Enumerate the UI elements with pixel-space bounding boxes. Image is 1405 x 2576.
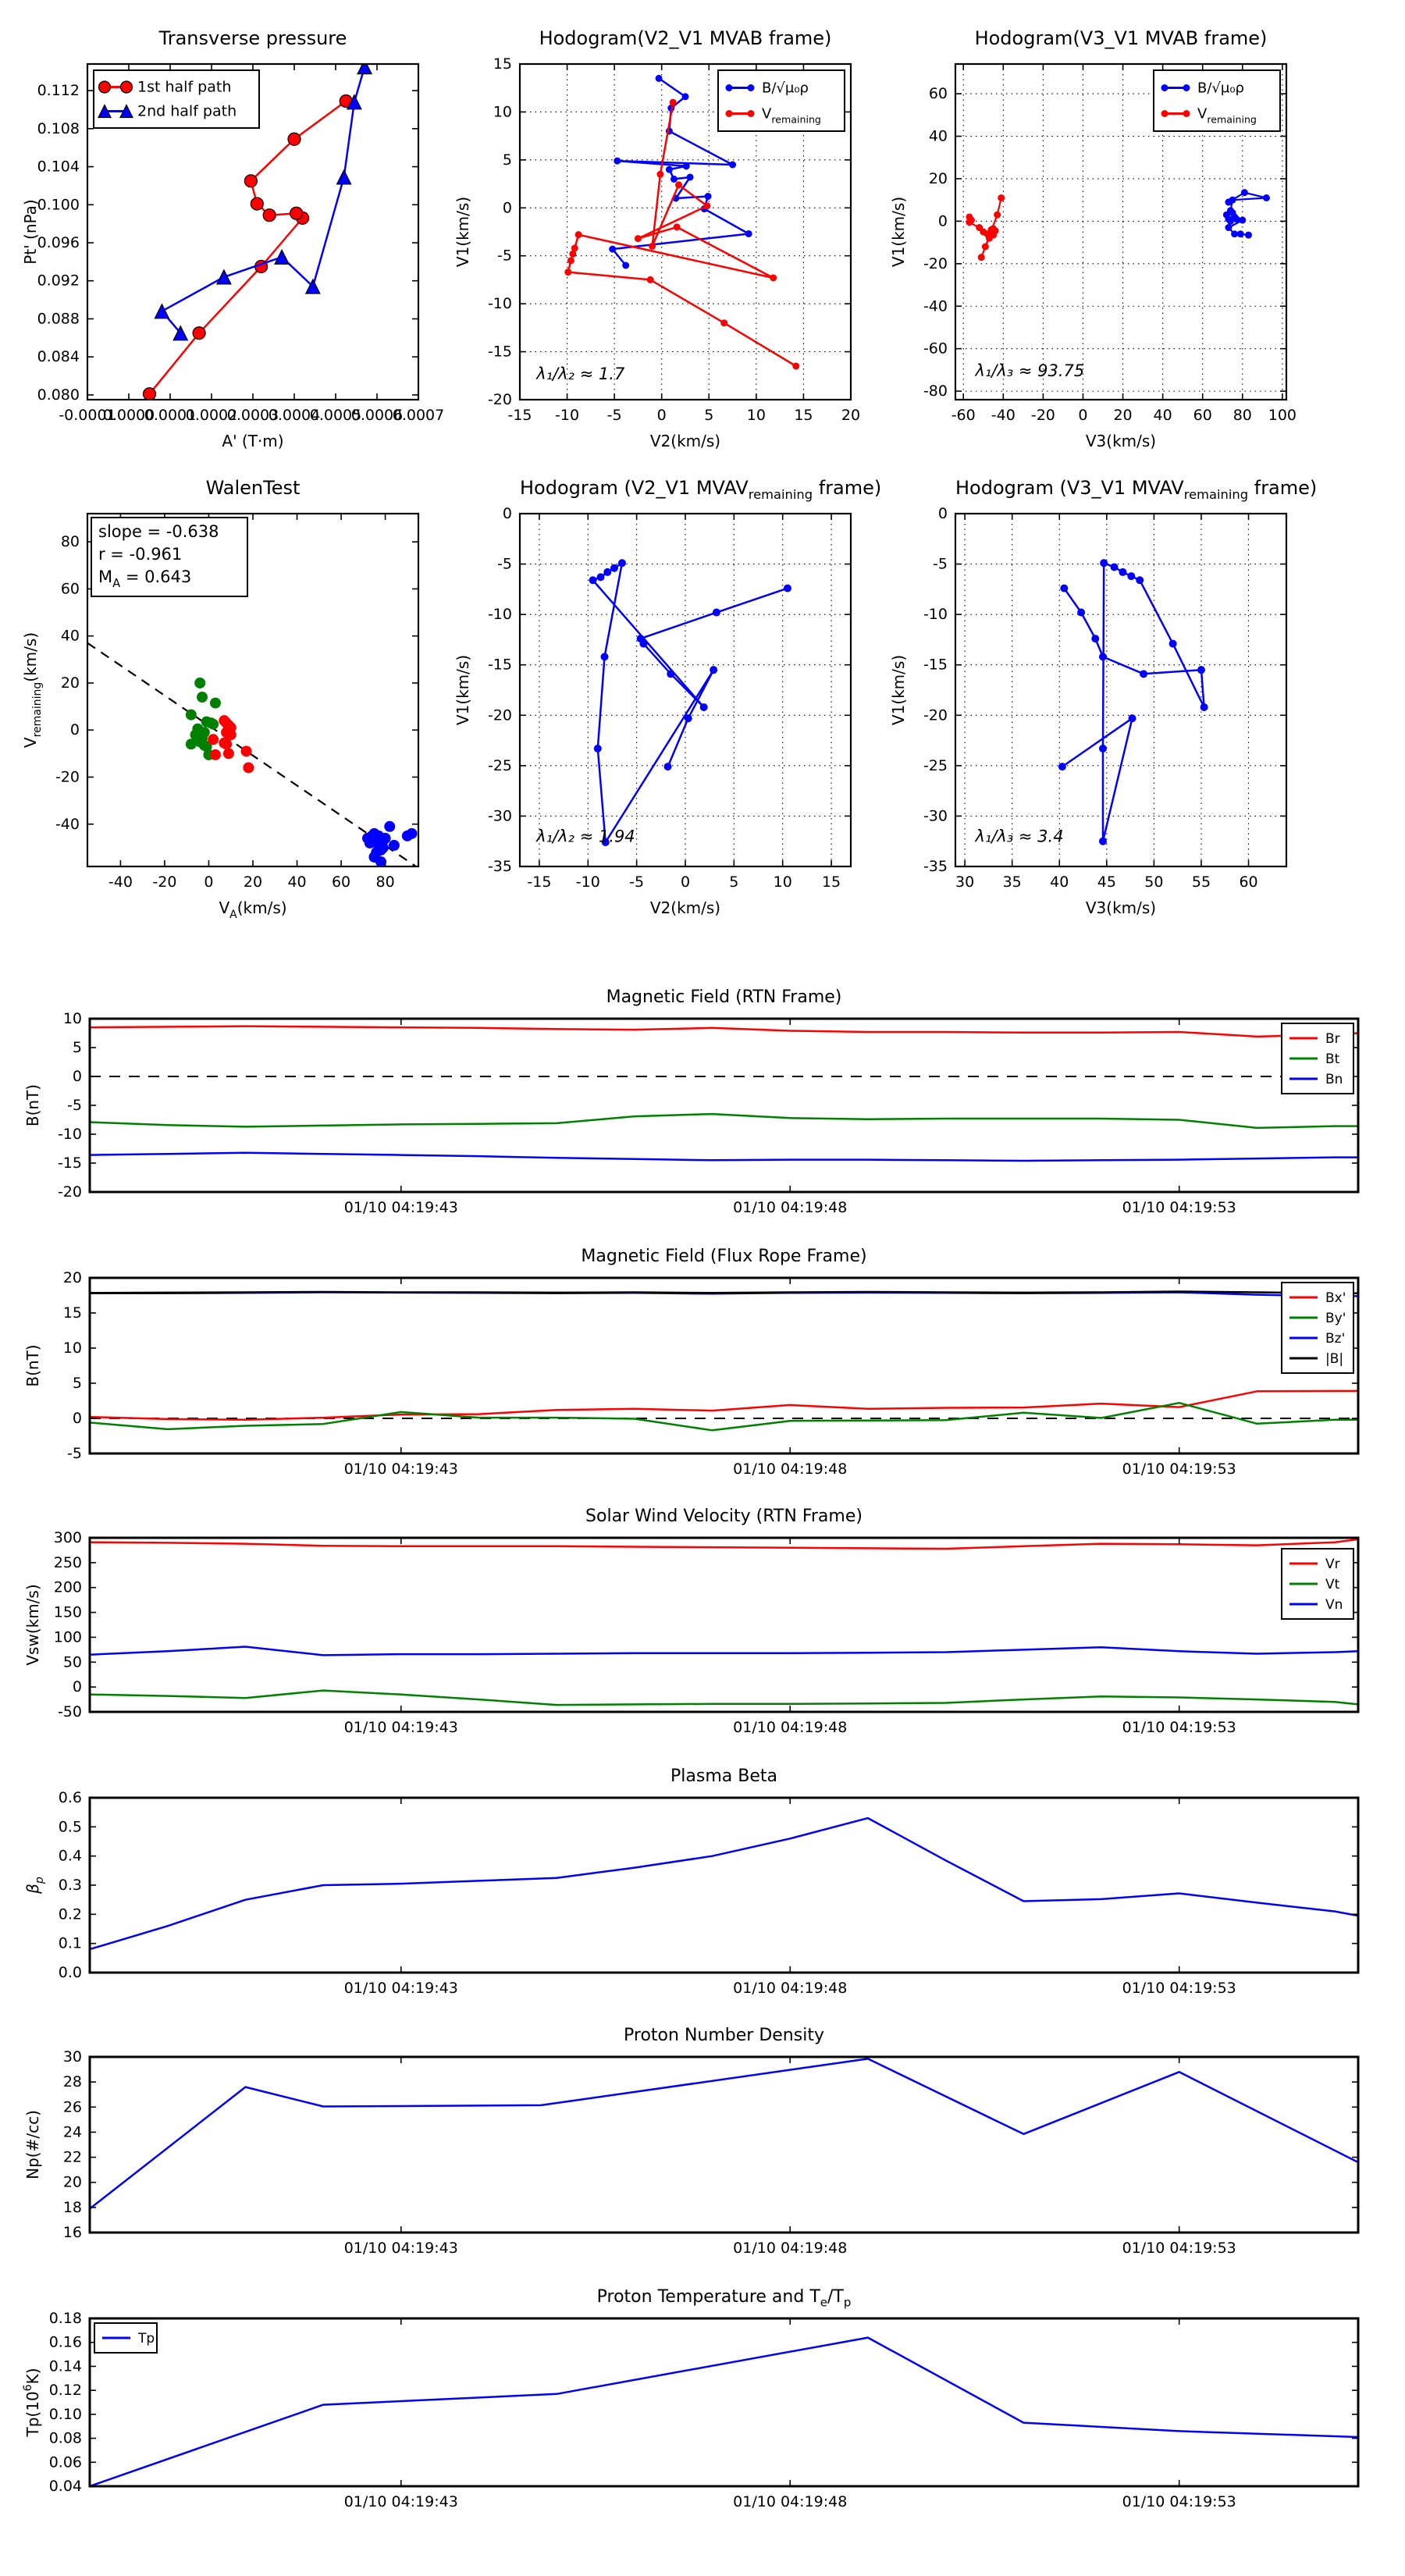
- svg-text:01/10 04:19:53: 01/10 04:19:53: [1122, 1461, 1236, 1478]
- svg-text:V1(km/s): V1(km/s): [889, 196, 908, 268]
- svg-text:30: 30: [62, 2048, 82, 2065]
- svg-text:0.0: 0.0: [58, 1964, 82, 1981]
- svg-text:-30: -30: [487, 807, 512, 825]
- svg-text:80: 80: [60, 533, 80, 551]
- svg-text:15: 15: [794, 407, 813, 424]
- plot-title-proton-density: Proton Number Density: [624, 2026, 824, 2045]
- svg-text:-40: -40: [55, 815, 80, 833]
- svg-text:-35: -35: [487, 858, 512, 875]
- svg-text:-15: -15: [507, 407, 532, 424]
- svg-text:0: 0: [656, 407, 667, 424]
- svg-text:-5: -5: [497, 247, 512, 265]
- plot-canvas-mag-fluxrope: [12, 1223, 1405, 1516]
- svg-text:-10: -10: [57, 1126, 82, 1143]
- svg-text:V1(km/s): V1(km/s): [454, 654, 472, 726]
- svg-text:-10: -10: [487, 295, 512, 313]
- svg-text:01/10 04:19:48: 01/10 04:19:48: [733, 2240, 848, 2257]
- svg-text:0.14: 0.14: [48, 2357, 82, 2375]
- svg-text:30: 30: [955, 873, 975, 891]
- svg-text:15: 15: [493, 55, 512, 73]
- svg-text:01/10 04:19:48: 01/10 04:19:48: [733, 1980, 848, 1997]
- svg-text:40: 40: [287, 873, 307, 891]
- plot-canvas-walen-test: [9, 459, 465, 929]
- svg-text:V3(km/s): V3(km/s): [1085, 898, 1157, 917]
- plot-canvas-vsw-rtn: [12, 1483, 1405, 1774]
- svg-text:20: 20: [62, 1269, 82, 1286]
- svg-text:0: 0: [1078, 407, 1088, 424]
- svg-text:|B|: |B|: [1325, 1351, 1344, 1367]
- svg-text:0.0006: 0.0006: [350, 407, 404, 424]
- svg-text:-40: -40: [923, 297, 948, 315]
- svg-text:-15: -15: [487, 656, 512, 674]
- svg-text:0.2: 0.2: [58, 1905, 82, 1923]
- svg-text:01/10 04:19:43: 01/10 04:19:43: [343, 2493, 458, 2510]
- svg-text:0: 0: [69, 721, 80, 739]
- svg-text:40: 40: [60, 627, 80, 645]
- svg-text:Bn: Bn: [1325, 1072, 1343, 1087]
- svg-text:Vn: Vn: [1325, 1597, 1343, 1613]
- plot-canvas-proton-temp: [12, 2264, 1405, 2549]
- svg-text:-15: -15: [923, 656, 948, 674]
- svg-text:18: 18: [62, 2198, 82, 2216]
- svg-text:0.0007: 0.0007: [392, 407, 445, 424]
- plot-title-hodogram-v3v1-mvab: Hodogram(V3_V1 MVAB frame): [974, 27, 1268, 49]
- svg-text:-5: -5: [933, 555, 948, 573]
- svg-text:λ₁/λ₂ ≈ 1.94: λ₁/λ₂ ≈ 1.94: [536, 827, 635, 846]
- svg-text:0: 0: [937, 212, 948, 230]
- svg-text:10: 10: [62, 1340, 82, 1357]
- plot-canvas-hodogram-v2v1-mvab: [442, 9, 898, 462]
- svg-text:0.092: 0.092: [37, 272, 80, 290]
- svg-text:0.112: 0.112: [37, 82, 80, 100]
- svg-text:MA = 0.643: $M_A = 0.643$: [98, 568, 192, 590]
- svg-text:B/√μ₀ρ: B/√μ₀ρ: [762, 80, 809, 97]
- plot-title-vsw-rtn: Solar Wind Velocity (RTN Frame): [585, 1507, 863, 1526]
- svg-text:0.5: 0.5: [58, 1818, 82, 1836]
- svg-text:01/10 04:19:53: 01/10 04:19:53: [1122, 1199, 1236, 1216]
- svg-text:01/10 04:19:48: 01/10 04:19:48: [733, 2493, 848, 2510]
- svg-text:-5: -5: [497, 555, 512, 573]
- svg-text:Bt: Bt: [1325, 1051, 1340, 1067]
- svg-text:0.080: 0.080: [37, 386, 80, 404]
- svg-text:01/10 04:19:48: 01/10 04:19:48: [733, 1461, 848, 1478]
- svg-text:01/10 04:19:48: 01/10 04:19:48: [733, 1719, 848, 1736]
- svg-text:0.0001: 0.0001: [144, 407, 197, 424]
- svg-text:-5: -5: [67, 1097, 82, 1114]
- svg-text:λ₁/λ₃ ≈ 3.4: λ₁/λ₃ ≈ 3.4: [975, 827, 1064, 846]
- svg-text:Br: Br: [1325, 1031, 1340, 1047]
- plot-canvas-proton-density: [12, 2002, 1405, 2295]
- svg-text:60: 60: [60, 580, 80, 598]
- svg-text:60: 60: [1239, 873, 1258, 891]
- svg-text:-10: -10: [487, 606, 512, 624]
- svg-text:Vremaining(km/s): $V_{remaining}(km/s)$: [21, 632, 44, 749]
- svg-text:-20: -20: [152, 873, 177, 891]
- svg-text:01/10 04:19:53: 01/10 04:19:53: [1122, 2493, 1236, 2510]
- plot-canvas-hodogram-v3v1-mvab: [877, 9, 1333, 462]
- svg-text:60: 60: [928, 85, 948, 103]
- svg-text:By': By': [1325, 1311, 1346, 1326]
- svg-text:15: 15: [821, 873, 841, 891]
- svg-text:-25: -25: [487, 756, 512, 774]
- svg-text:16: 16: [62, 2224, 82, 2241]
- svg-text:20: 20: [841, 407, 861, 424]
- svg-text:r = -0.961: r = -0.961: [98, 545, 183, 564]
- svg-text:-10: -10: [923, 606, 948, 624]
- svg-text:-5: -5: [629, 873, 645, 891]
- plot-canvas-plasma-beta: [12, 1743, 1405, 2035]
- svg-text:55: 55: [1191, 873, 1211, 891]
- svg-text:10: 10: [746, 407, 766, 424]
- svg-text:-15: -15: [527, 873, 552, 891]
- svg-text:0.6: 0.6: [58, 1789, 82, 1806]
- svg-text:01/10 04:19:43: 01/10 04:19:43: [343, 1980, 458, 1997]
- svg-text:Bx': Bx': [1325, 1290, 1346, 1306]
- svg-text:5: 5: [704, 407, 714, 424]
- svg-text:0.100: 0.100: [37, 196, 80, 214]
- svg-text:0.12: 0.12: [48, 2382, 82, 2400]
- svg-text:0: 0: [502, 199, 512, 217]
- svg-text:40: 40: [928, 127, 948, 145]
- svg-text:0.088: 0.088: [37, 310, 80, 328]
- svg-text:80: 80: [375, 873, 395, 891]
- svg-text:Pt' (nPa): Pt' (nPa): [21, 199, 40, 265]
- svg-text:0: 0: [680, 873, 691, 891]
- svg-text:0.04: 0.04: [48, 2478, 82, 2495]
- svg-text:20: 20: [1113, 407, 1133, 424]
- svg-text:250: 250: [53, 1553, 82, 1571]
- svg-text:5: 5: [72, 1039, 82, 1056]
- svg-text:01/10 04:19:43: 01/10 04:19:43: [343, 2240, 458, 2257]
- svg-text:20: 20: [928, 169, 948, 187]
- plot-title-hodogram-v2v1-mvab: Hodogram(V2_V1 MVAB frame): [539, 27, 832, 49]
- plot-canvas-transverse-pressure: [9, 9, 465, 462]
- svg-text:-80: -80: [923, 382, 948, 400]
- svg-text:Tp: Tp: [138, 2331, 155, 2347]
- svg-text:-15: -15: [487, 343, 512, 361]
- svg-text:0.4: 0.4: [58, 1847, 82, 1865]
- svg-text:0.084: 0.084: [37, 348, 80, 366]
- svg-text:10: 10: [773, 873, 792, 891]
- svg-text:V3(km/s): V3(km/s): [1085, 432, 1157, 450]
- svg-text:V1(km/s): V1(km/s): [889, 654, 908, 726]
- svg-text:-5: -5: [606, 407, 622, 424]
- svg-text:V1(km/s): V1(km/s): [454, 196, 472, 268]
- svg-text:1st half path: 1st half path: [137, 78, 232, 96]
- svg-text:0: 0: [204, 873, 214, 891]
- svg-text:-20: -20: [55, 768, 80, 786]
- plot-title-hodogram-v2v1-mvav: Hodogram (V2_V1 $MVAV_{remaining}$ frame): [520, 477, 882, 502]
- svg-text:45: 45: [1097, 873, 1116, 891]
- plot-title-walen-test: WalenTest: [205, 477, 301, 499]
- svg-text:2nd half path: 2nd half path: [137, 102, 237, 120]
- svg-text:100: 100: [53, 1628, 82, 1646]
- svg-text:-20: -20: [57, 1183, 82, 1201]
- plot-canvas-hodogram-v3v1-mvav: [877, 459, 1333, 929]
- svg-text:0: 0: [72, 1068, 82, 1085]
- svg-text:40: 40: [1050, 873, 1069, 891]
- svg-text:-60: -60: [951, 407, 976, 424]
- svg-text:A' (T·m): A' (T·m): [222, 432, 284, 450]
- svg-text:0: 0: [502, 505, 512, 522]
- svg-text:Tp(106K): $Tp(10^6K)$: [22, 2368, 42, 2437]
- svg-text:0: 0: [72, 1678, 82, 1696]
- svg-text:35: 35: [1002, 873, 1022, 891]
- svg-text:0.18: 0.18: [48, 2310, 82, 2327]
- svg-text:Vremaining: $V_{remaining}$: [762, 105, 821, 126]
- plot-title-proton-temp: Proton Temperature and $T_e/T_p$: [596, 2287, 852, 2310]
- svg-text:40: 40: [1153, 407, 1172, 424]
- svg-text:01/10 04:19:43: 01/10 04:19:43: [343, 1719, 458, 1736]
- svg-text:V2(km/s): V2(km/s): [649, 432, 721, 450]
- svg-text:60: 60: [331, 873, 351, 891]
- svg-text:-20: -20: [1030, 407, 1055, 424]
- svg-text:60: 60: [1193, 407, 1212, 424]
- svg-text:0.0005: 0.0005: [309, 407, 362, 424]
- svg-text:0.16: 0.16: [48, 2333, 82, 2351]
- svg-text:-15: -15: [57, 1155, 82, 1172]
- svg-text:20: 20: [243, 873, 263, 891]
- svg-text:-5: -5: [67, 1445, 82, 1462]
- svg-text:-30: -30: [923, 807, 948, 825]
- svg-text:Vremaining: $V_{remaining}$: [1197, 105, 1257, 126]
- svg-text:B(nT): B(nT): [23, 1344, 42, 1387]
- svg-text:VA(km/s): $V_A(km/s)$: [219, 898, 287, 921]
- svg-text:-20: -20: [487, 391, 512, 408]
- svg-text:0.0002: 0.0002: [185, 407, 238, 424]
- svg-text:0.108: 0.108: [37, 119, 80, 137]
- svg-text:0.06: 0.06: [48, 2453, 82, 2471]
- svg-text:0.0004: 0.0004: [268, 407, 321, 424]
- svg-text:-50: -50: [57, 1703, 82, 1720]
- svg-text:0.0000: 0.0000: [102, 407, 155, 424]
- svg-text:01/10 04:19:48: 01/10 04:19:48: [733, 1199, 848, 1216]
- svg-text:Vt: Vt: [1325, 1577, 1340, 1592]
- svg-text:50: 50: [62, 1653, 82, 1671]
- svg-text:βp: $\beta_p$: [23, 1877, 46, 1894]
- svg-text:01/10 04:19:43: 01/10 04:19:43: [343, 1461, 458, 1478]
- plot-title-transverse-pressure: Transverse pressure: [158, 27, 347, 49]
- svg-text:0.08: 0.08: [48, 2429, 82, 2447]
- svg-text:01/10 04:19:53: 01/10 04:19:53: [1122, 1980, 1236, 1997]
- svg-text:-40: -40: [108, 873, 133, 891]
- svg-text:01/10 04:19:43: 01/10 04:19:43: [343, 1199, 458, 1216]
- svg-text:-25: -25: [923, 756, 948, 774]
- svg-text:28: 28: [62, 2073, 82, 2091]
- svg-text:-10: -10: [575, 873, 600, 891]
- svg-text:B(nT): B(nT): [23, 1083, 42, 1127]
- svg-text:100: 100: [1268, 407, 1297, 424]
- svg-text:-0.0001: -0.0001: [59, 407, 116, 424]
- svg-text:5: 5: [72, 1375, 82, 1392]
- svg-text:λ₁/λ₃ ≈ 93.75: λ₁/λ₃ ≈ 93.75: [975, 361, 1085, 380]
- plot-title-hodogram-v3v1-mvav: Hodogram (V3_V1 $MVAV_{remaining}$ frame): [955, 477, 1318, 502]
- svg-text:0: 0: [72, 1410, 82, 1427]
- svg-text:50: 50: [1144, 873, 1164, 891]
- svg-text:-10: -10: [555, 407, 580, 424]
- svg-text:20: 20: [60, 674, 80, 692]
- svg-text:150: 150: [53, 1603, 82, 1621]
- svg-text:300: 300: [53, 1529, 82, 1546]
- svg-text:26: 26: [62, 2098, 82, 2116]
- svg-text:0.3: 0.3: [58, 1877, 82, 1894]
- plot-canvas-mag-rtn: [12, 964, 1405, 1254]
- svg-text:0: 0: [937, 505, 948, 522]
- svg-text:-35: -35: [923, 858, 948, 875]
- svg-text:Bz': Bz': [1325, 1331, 1346, 1347]
- svg-text:0.10: 0.10: [48, 2405, 82, 2423]
- plot-canvas-hodogram-v2v1-mvav: [442, 459, 898, 929]
- svg-text:01/10 04:19:53: 01/10 04:19:53: [1122, 1719, 1236, 1736]
- svg-text:-20: -20: [923, 706, 948, 724]
- svg-text:24: 24: [62, 2123, 82, 2141]
- svg-text:λ₁/λ₂ ≈ 1.7: λ₁/λ₂ ≈ 1.7: [536, 365, 625, 384]
- svg-text:-20: -20: [923, 254, 948, 272]
- svg-text:V2(km/s): V2(km/s): [649, 898, 721, 917]
- svg-text:80: 80: [1232, 407, 1252, 424]
- svg-text:-40: -40: [991, 407, 1016, 424]
- svg-text:slope = -0.638: slope = -0.638: [98, 522, 219, 541]
- svg-text:Np(#/cc): Np(#/cc): [23, 2110, 42, 2179]
- svg-text:-20: -20: [487, 706, 512, 724]
- svg-text:-60: -60: [923, 340, 948, 358]
- svg-text:20: 20: [62, 2173, 82, 2191]
- svg-text:Vr: Vr: [1325, 1557, 1340, 1572]
- plot-title-plasma-beta: Plasma Beta: [670, 1767, 777, 1786]
- plot-title-mag-fluxrope: Magnetic Field (Flux Rope Frame): [581, 1247, 867, 1266]
- svg-text:0.1: 0.1: [58, 1934, 82, 1952]
- svg-text:10: 10: [493, 103, 512, 121]
- svg-text:Vsw(km/s): Vsw(km/s): [23, 1584, 42, 1666]
- svg-text:200: 200: [53, 1578, 82, 1596]
- svg-text:0.096: 0.096: [37, 234, 80, 252]
- svg-text:10: 10: [62, 1010, 82, 1027]
- svg-text:22: 22: [62, 2148, 82, 2166]
- svg-text:0.0003: 0.0003: [226, 407, 279, 424]
- svg-text:5: 5: [502, 151, 512, 169]
- plot-title-mag-rtn: Magnetic Field (RTN Frame): [606, 987, 842, 1007]
- svg-text:15: 15: [62, 1304, 82, 1322]
- svg-text:5: 5: [729, 873, 739, 891]
- svg-text:B/√μ₀ρ: B/√μ₀ρ: [1197, 80, 1244, 97]
- svg-text:01/10 04:19:53: 01/10 04:19:53: [1122, 2240, 1236, 2257]
- svg-text:0.104: 0.104: [37, 158, 80, 176]
